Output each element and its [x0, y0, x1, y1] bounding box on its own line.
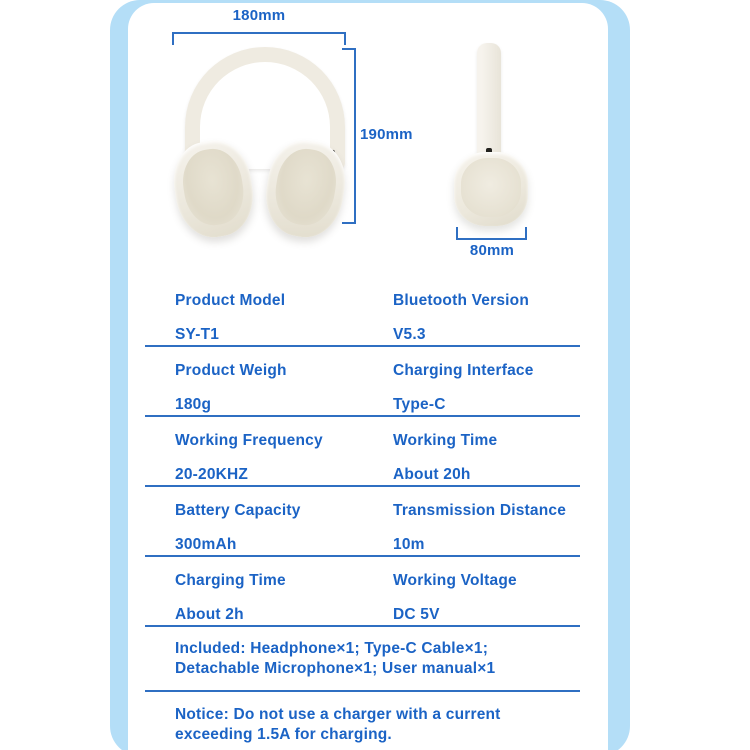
- spec-label: Bluetooth Version: [393, 292, 530, 309]
- spec-label: Charging Interface: [393, 362, 534, 379]
- spec-label: Product Model: [175, 292, 286, 309]
- spec-cell: [393, 487, 580, 555]
- spec-label: Working Time: [393, 432, 498, 449]
- notice-text: [145, 692, 580, 745]
- spec-cell: [145, 347, 393, 415]
- spec-label: Product Weigh: [175, 362, 287, 379]
- spec-value: Type-C: [393, 396, 446, 413]
- spec-label: Transmission Distance: [393, 502, 567, 519]
- spec-row-weight-charging: [145, 347, 580, 417]
- spec-value: 10m: [393, 536, 425, 553]
- spec-cell: [393, 417, 580, 485]
- spec-row-battery-distance: [145, 487, 580, 557]
- height-measure-bracket: [342, 48, 356, 224]
- width-dimension-label: 180mm: [232, 7, 286, 24]
- spec-value: SY-T1: [175, 326, 220, 343]
- spec-cell: [145, 557, 393, 625]
- spec-value: About 20h: [393, 466, 471, 483]
- spec-cell: [145, 417, 393, 485]
- headphone-side-headband: [477, 43, 501, 159]
- spec-value: DC 5V: [393, 606, 440, 623]
- spec-card: [128, 3, 608, 750]
- included-line-2: Detachable Microphone×1; User manual×1: [175, 660, 496, 677]
- spec-cell: [145, 277, 393, 345]
- spec-value: About 2h: [175, 606, 244, 623]
- depth-measure-bracket: [456, 227, 527, 240]
- spec-value: 180g: [175, 396, 212, 413]
- spec-label: Working Frequency: [175, 432, 323, 449]
- spec-row-chargetime-voltage: [145, 557, 580, 627]
- spec-table: [145, 277, 580, 745]
- spec-value: 300mAh: [175, 536, 237, 553]
- included-line-1: Included: Headphone×1; Type-C Cable×1;: [175, 640, 489, 657]
- spec-row-frequency-time: [145, 417, 580, 487]
- spec-value: V5.3: [393, 326, 426, 343]
- spec-row-model-bluetooth: [145, 277, 580, 347]
- spec-cell: [145, 487, 393, 555]
- included-items: [145, 627, 580, 692]
- spec-cell: [393, 557, 580, 625]
- spec-label: Charging Time: [175, 572, 286, 589]
- depth-dimension-label: 80mm: [469, 242, 515, 259]
- spec-cell: [393, 347, 580, 415]
- notice-line-2: exceeding 1.5A for charging.: [175, 726, 392, 743]
- height-dimension-label: 190mm: [360, 126, 413, 143]
- spec-cell: [393, 277, 580, 345]
- spec-label: Battery Capacity: [175, 502, 301, 519]
- spec-label: Working Voltage: [393, 572, 517, 589]
- width-measure-bracket: [172, 32, 346, 45]
- headphone-side-earcup: [454, 152, 528, 226]
- spec-value: 20-20KHZ: [175, 466, 249, 483]
- notice-line-1: Notice: Do not use a charger with a current: [175, 706, 501, 723]
